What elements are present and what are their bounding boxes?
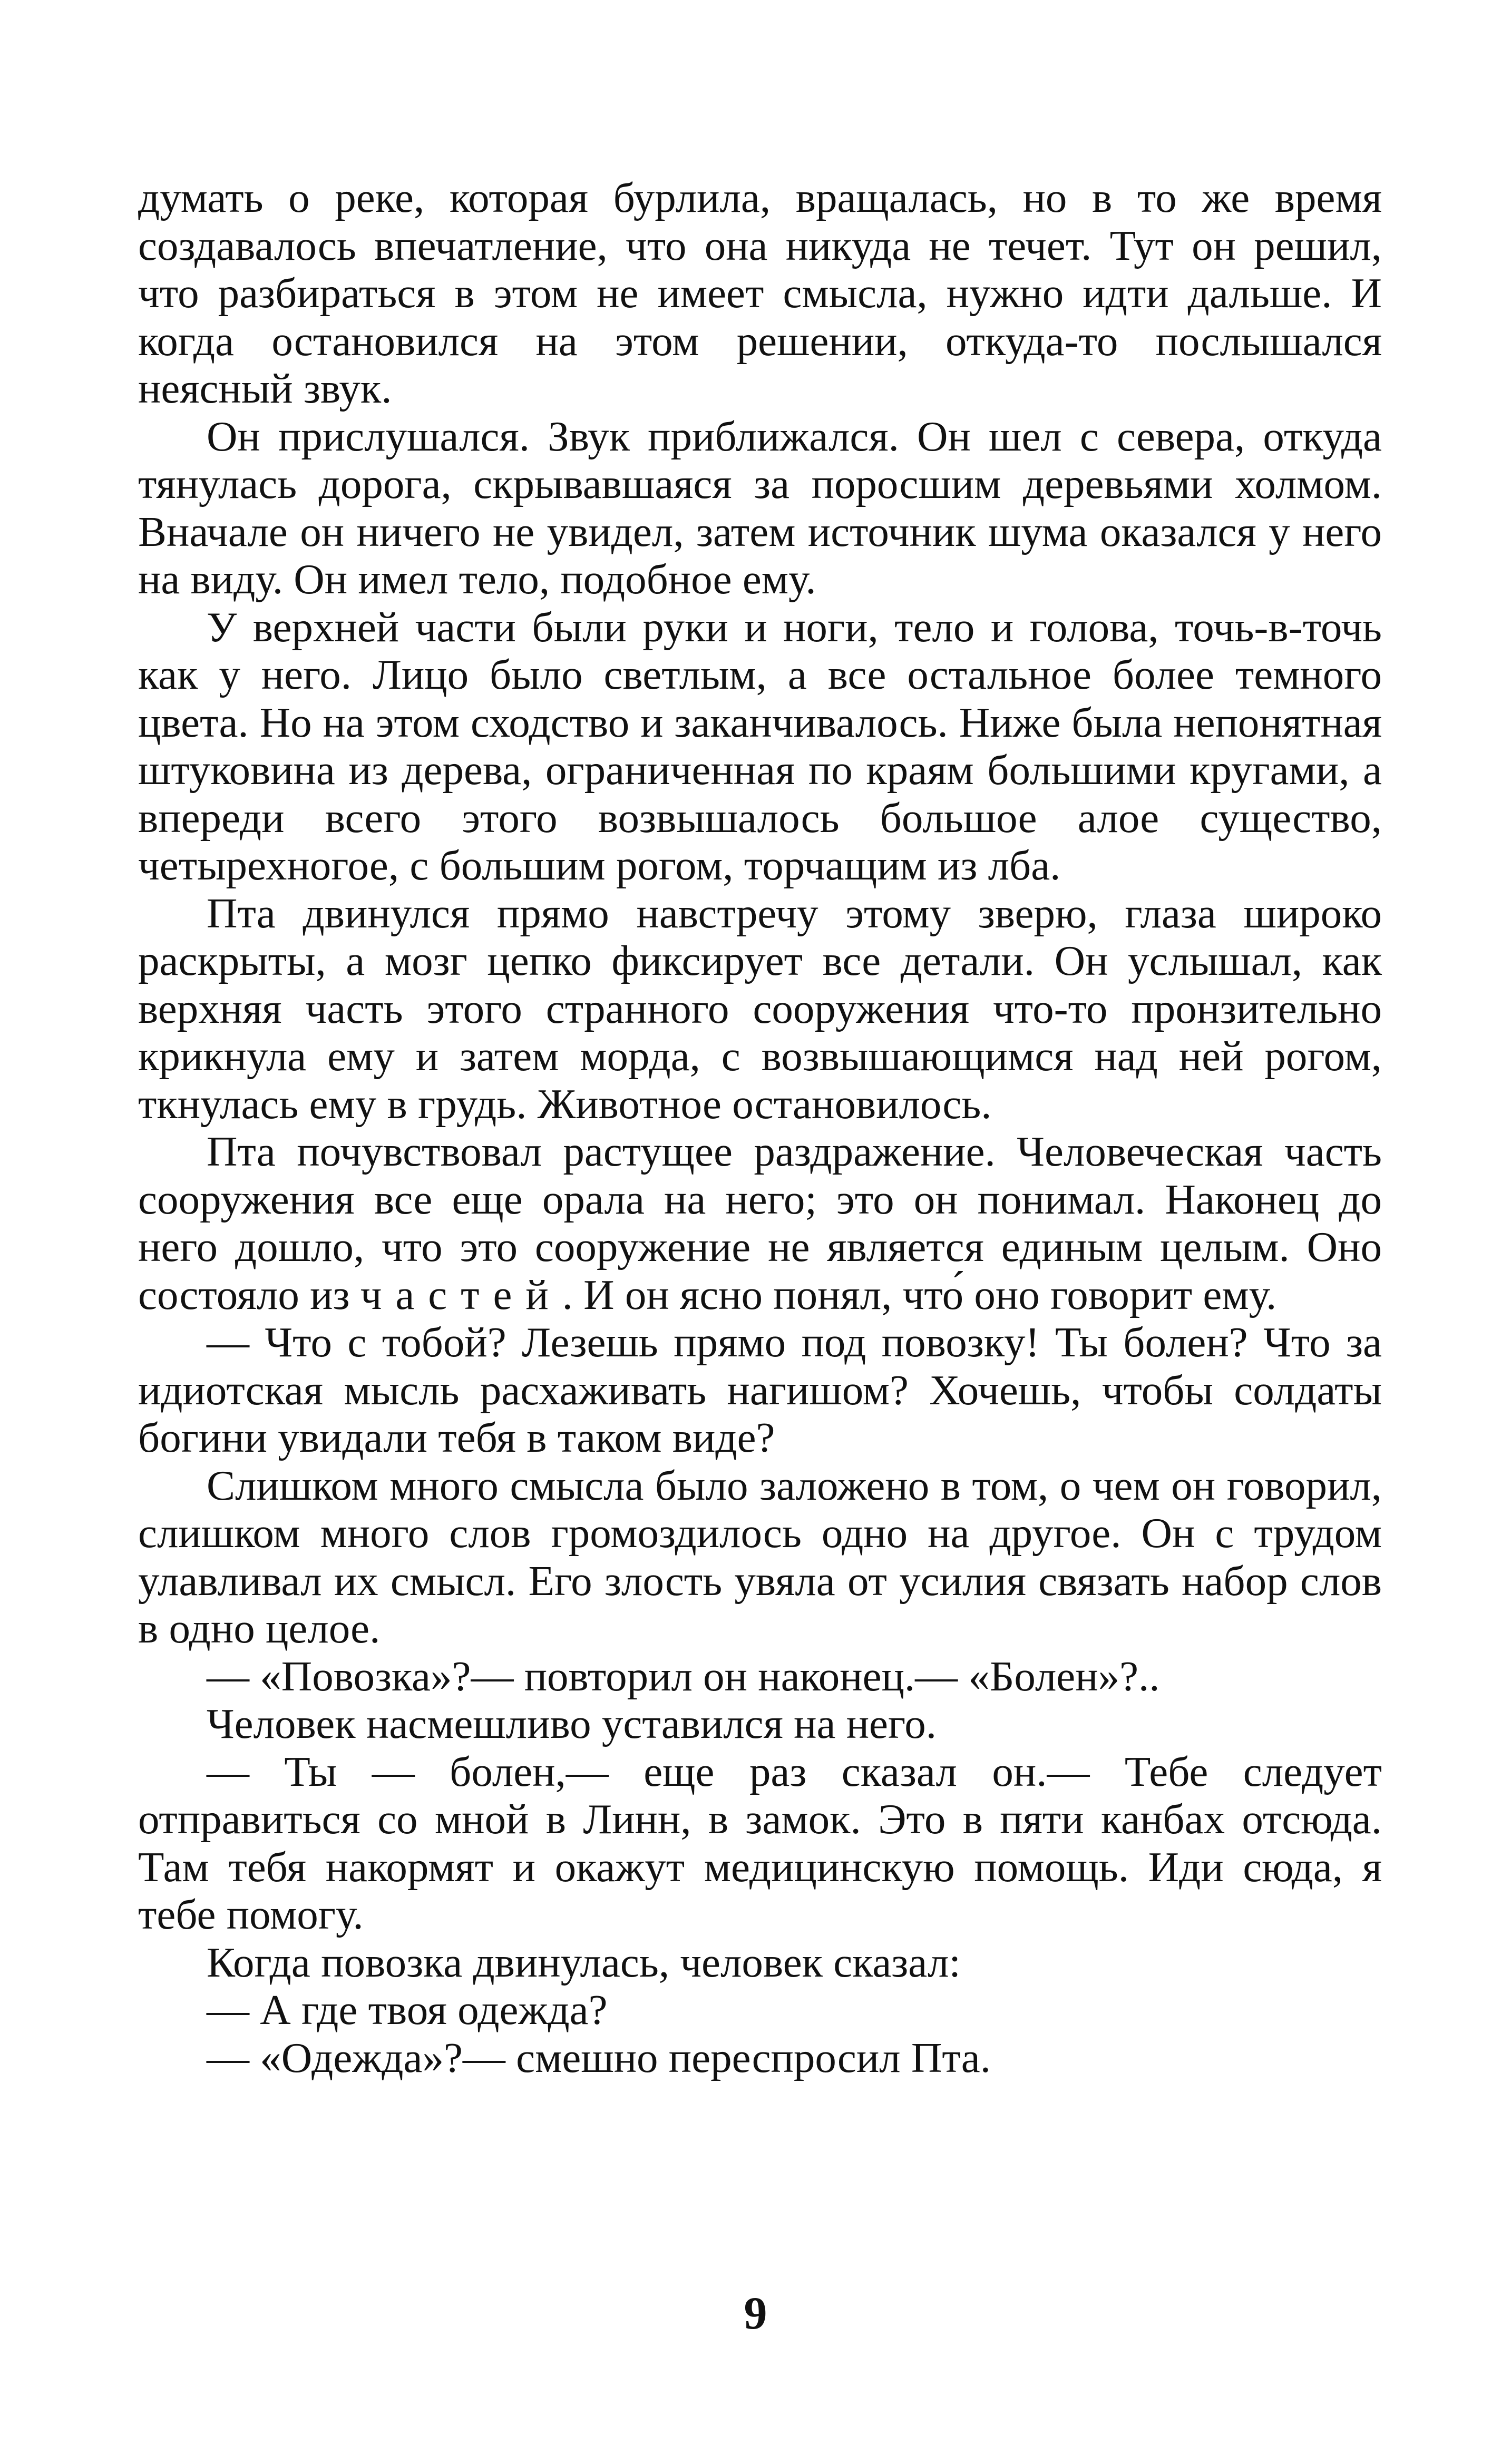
paragraph-13: — «Одежда»?— смешно переспросил Пта. [207, 2033, 991, 2081]
paragraph-8: — «Повозка»?— повторил он наконец.— «Болен»?.. [207, 1652, 1160, 1700]
paragraph-11: Когда повозка двинулась, человек сказал: [207, 1938, 961, 1986]
paragraph-5-spaced-word: частей [360, 1270, 562, 1318]
paragraph-5-before: Пта почувствовал растущее раздражение. Человеческая часть сооружения все еще орала на него; это он понимал. Наконец до него дошло, что это сооружение не является единым целым. Оно состояло из [138, 1128, 1382, 1318]
paragraph-1: думать о реке, которая бурлила, вращалась, но в то же время создавалось впечатление, что она никуда не течет. Тут он решил, что разбираться в этом не имеет смысла, нужно идти дальше. И когда остановился на этом решении, откуда-то послышался неясный звук. [138, 174, 1382, 412]
paragraph-3: У верхней части были руки и ноги, тело и голова, точь-в-точь как у него. Лицо было светлым, а все остальное более темного цвета. Но на этом сходство и заканчивалось. Ниже была непонятная штуковина из дерева, ограниченная по краям большими кругами, а впереди всего этого возвышалось большое алое существо, четырехногое, с большим рогом, торчащим из лба. [138, 603, 1382, 889]
paragraph-10: — Ты — болен,— еще раз сказал он.— Тебе следует отправиться со мной в Линн, в замок. Это в пяти канбах отсюда. Там тебя накормят и окажут медицинскую помощь. Иди сюда, я тебе помогу. [138, 1747, 1382, 1938]
paragraph-4: Пта двинулся прямо навстречу этому зверю, глаза широко раскрыты, а мозг цепко фиксирует все детали. Он услышал, как верхняя часть этого странного сооружения что-то пронзительно крикнула ему и затем морда, с возвышающимся над ней рогом, ткнулась ему в грудь. Животное остановилось. [138, 889, 1382, 1128]
paragraph-2: Он прислушался. Звук приближался. Он шел с севера, откуда тянулась дорога, скрывавшаяся за поросшим деревьями холмом. Вначале он ничего не увидел, затем источник шума оказался у него на виду. Он имел тело, подобное ему. [138, 412, 1382, 603]
page-body [138, 174, 1382, 2081]
paragraph-12: — А где твоя одежда? [207, 1986, 608, 2033]
paragraph-6: — Что с тобой? Лезешь прямо под повозку! Ты болен? Что за идиотская мысль расхаживать нагишом? Хочешь, чтобы солдаты богини увидали тебя в таком виде? [138, 1318, 1382, 1461]
paragraph-7: Слишком много смысла было заложено в том, о чем он говорил, слишком много слов громоздилось одно на другое. Он с трудом улавливал их смысл. Его злость увяла от усилия связать набор слов в одно целое. [138, 1461, 1382, 1652]
paragraph-5 [138, 1128, 1382, 1318]
page-number: 9 [744, 2288, 767, 2339]
paragraph-5-after: . И он ясно понял, что́ оно говорит ему. [562, 1270, 1277, 1318]
paragraph-9: Человек насмешливо уставился на него. [207, 1700, 937, 1747]
